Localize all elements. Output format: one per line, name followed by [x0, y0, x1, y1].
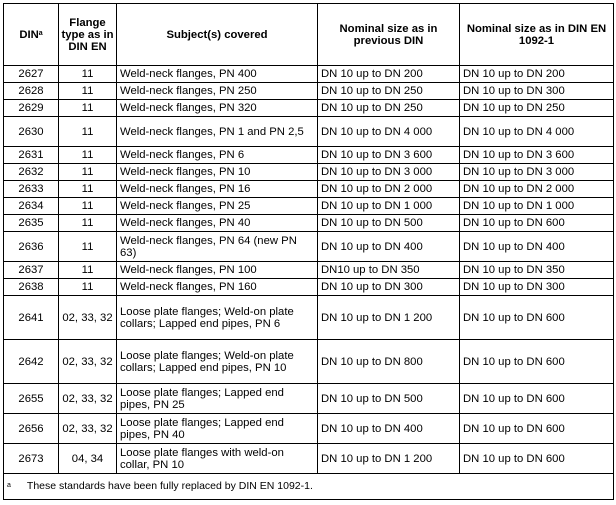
table-row: [4, 198, 614, 215]
footnote: [4, 474, 614, 500]
cell-subject: Weld-neck flanges, PN 64 (new PN 63): [117, 232, 318, 262]
table-row: [4, 147, 614, 164]
header-din-superscript: a: [38, 29, 43, 37]
cell-flange-type: 02, 33, 32: [59, 340, 117, 384]
cell-prev-din: DN 10 up to DN 3 600: [318, 147, 460, 164]
footnote-marker: a: [7, 482, 11, 489]
table-row: [4, 262, 614, 279]
header-din-en: Nominal size as in DIN EN 1092-1: [460, 4, 614, 66]
cell-prev-din: DN 10 up to DN 250: [318, 83, 460, 100]
cell-subject: Loose plate flanges with weld-on collar, PN 10: [117, 444, 318, 474]
cell-prev-din: DN 10 up to DN 400: [318, 414, 460, 444]
cell-flange-type: 11: [59, 100, 117, 117]
cell-subject: Loose plate flanges; Weld-on plate collars; Lapped end pipes, PN 6: [117, 296, 318, 340]
cell-din: 2632: [4, 164, 59, 181]
cell-din: 2629: [4, 100, 59, 117]
cell-din-en: DN 10 up to DN 600: [460, 296, 614, 340]
cell-flange-type: 11: [59, 279, 117, 296]
cell-prev-din: DN 10 up to DN 200: [318, 66, 460, 83]
cell-din: 2641: [4, 296, 59, 340]
cell-prev-din: DN 10 up to DN 1 000: [318, 198, 460, 215]
table-row: [4, 232, 614, 262]
cell-din-en: DN 10 up to DN 600: [460, 414, 614, 444]
cell-din-en: DN 10 up to DN 3 600: [460, 147, 614, 164]
cell-flange-type: 11: [59, 181, 117, 198]
cell-din-en: DN 10 up to DN 300: [460, 279, 614, 296]
cell-din: 2630: [4, 117, 59, 147]
din-flange-table: [3, 3, 614, 500]
cell-din-en: DN 10 up to DN 250: [460, 100, 614, 117]
cell-din: 2656: [4, 414, 59, 444]
header-row: [4, 4, 614, 66]
table-row: [4, 296, 614, 340]
cell-flange-type: 11: [59, 198, 117, 215]
cell-flange-type: 11: [59, 147, 117, 164]
cell-flange-type: 11: [59, 117, 117, 147]
cell-prev-din: DN 10 up to DN 500: [318, 215, 460, 232]
cell-din-en: DN 10 up to DN 3 000: [460, 164, 614, 181]
cell-subject: Weld-neck flanges, PN 320: [117, 100, 318, 117]
cell-din-en: DN 10 up to DN 2 000: [460, 181, 614, 198]
cell-prev-din: DN 10 up to DN 2 000: [318, 181, 460, 198]
cell-din: 2633: [4, 181, 59, 198]
cell-din-en: DN 10 up to DN 600: [460, 215, 614, 232]
table-row: [4, 279, 614, 296]
cell-prev-din: DN 10 up to DN 500: [318, 384, 460, 414]
cell-din: 2634: [4, 198, 59, 215]
cell-din: 2636: [4, 232, 59, 262]
cell-subject: Weld-neck flanges, PN 40: [117, 215, 318, 232]
header-din: DIN$^a$: [4, 4, 59, 66]
table-row: [4, 414, 614, 444]
footnote-row: [4, 474, 614, 500]
cell-subject: Weld-neck flanges, PN 1 and PN 2,5: [117, 117, 318, 147]
table-row: [4, 83, 614, 100]
cell-flange-type: 11: [59, 215, 117, 232]
cell-din-en: DN 10 up to DN 400: [460, 232, 614, 262]
cell-din: 2655: [4, 384, 59, 414]
cell-subject: Loose plate flanges; Lapped end pipes, PN 25: [117, 384, 318, 414]
cell-din-en: DN 10 up to DN 1 000: [460, 198, 614, 215]
cell-din: 2627: [4, 66, 59, 83]
cell-subject: Loose plate flanges; Lapped end pipes, PN 40: [117, 414, 318, 444]
cell-din: 2642: [4, 340, 59, 384]
cell-flange-type: 11: [59, 262, 117, 279]
cell-subject: Weld-neck flanges, PN 16: [117, 181, 318, 198]
cell-din-en: DN 10 up to DN 600: [460, 444, 614, 474]
cell-subject: Weld-neck flanges, PN 250: [117, 83, 318, 100]
cell-din: 2635: [4, 215, 59, 232]
cell-din: 2637: [4, 262, 59, 279]
cell-prev-din: DN 10 up to DN 250: [318, 100, 460, 117]
footnote-text: These standards have been fully replaced by DIN EN 1092-1.: [26, 480, 313, 492]
table-row: [4, 384, 614, 414]
table-row: [4, 444, 614, 474]
cell-flange-type: 11: [59, 83, 117, 100]
table-header: [4, 4, 614, 66]
cell-din: 2631: [4, 147, 59, 164]
cell-prev-din: DN 10 up to DN 1 200: [318, 444, 460, 474]
table-body: [4, 66, 614, 474]
cell-subject: Weld-neck flanges, PN 160: [117, 279, 318, 296]
cell-prev-din: DN 10 up to DN 3 000: [318, 164, 460, 181]
header-flange-type: Flange type as in DIN EN: [59, 4, 117, 66]
cell-flange-type: 11: [59, 66, 117, 83]
cell-flange-type: 04, 34: [59, 444, 117, 474]
cell-subject: Weld-neck flanges, PN 10: [117, 164, 318, 181]
cell-subject: Weld-neck flanges, PN 25: [117, 198, 318, 215]
cell-prev-din: DN 10 up to DN 1 200: [318, 296, 460, 340]
cell-subject: Loose plate flanges; Weld-on plate collars; Lapped end pipes, PN 10: [117, 340, 318, 384]
cell-prev-din: DN 10 up to DN 800: [318, 340, 460, 384]
cell-flange-type: 11: [59, 164, 117, 181]
cell-din-en: DN 10 up to DN 300: [460, 83, 614, 100]
header-prev-din: Nominal size as in previous DIN: [318, 4, 460, 66]
table-row: [4, 340, 614, 384]
table-row: [4, 181, 614, 198]
cell-flange-type: 02, 33, 32: [59, 414, 117, 444]
cell-flange-type: 11: [59, 232, 117, 262]
cell-din: 2628: [4, 83, 59, 100]
cell-din-en: DN 10 up to DN 4 000: [460, 117, 614, 147]
table-row: [4, 66, 614, 83]
cell-din: 2638: [4, 279, 59, 296]
cell-din-en: DN 10 up to DN 350: [460, 262, 614, 279]
table-footer: [4, 474, 614, 500]
cell-flange-type: 02, 33, 32: [59, 296, 117, 340]
table-row: [4, 117, 614, 147]
cell-prev-din: DN 10 up to DN 4 000: [318, 117, 460, 147]
table-row: [4, 100, 614, 117]
cell-din-en: DN 10 up to DN 200: [460, 66, 614, 83]
header-subjects: Subject(s) covered: [117, 4, 318, 66]
cell-subject: Weld-neck flanges, PN 6: [117, 147, 318, 164]
cell-din-en: DN 10 up to DN 600: [460, 340, 614, 384]
cell-prev-din: DN 10 up to DN 400: [318, 232, 460, 262]
cell-prev-din: DN 10 up to DN 300: [318, 279, 460, 296]
table-row: [4, 215, 614, 232]
cell-prev-din: DN10 up to DN 350: [318, 262, 460, 279]
cell-din: 2673: [4, 444, 59, 474]
table-row: [4, 164, 614, 181]
cell-din-en: DN 10 up to DN 600: [460, 384, 614, 414]
cell-flange-type: 02, 33, 32: [59, 384, 117, 414]
cell-subject: Weld-neck flanges, PN 100: [117, 262, 318, 279]
cell-subject: Weld-neck flanges, PN 400: [117, 66, 318, 83]
